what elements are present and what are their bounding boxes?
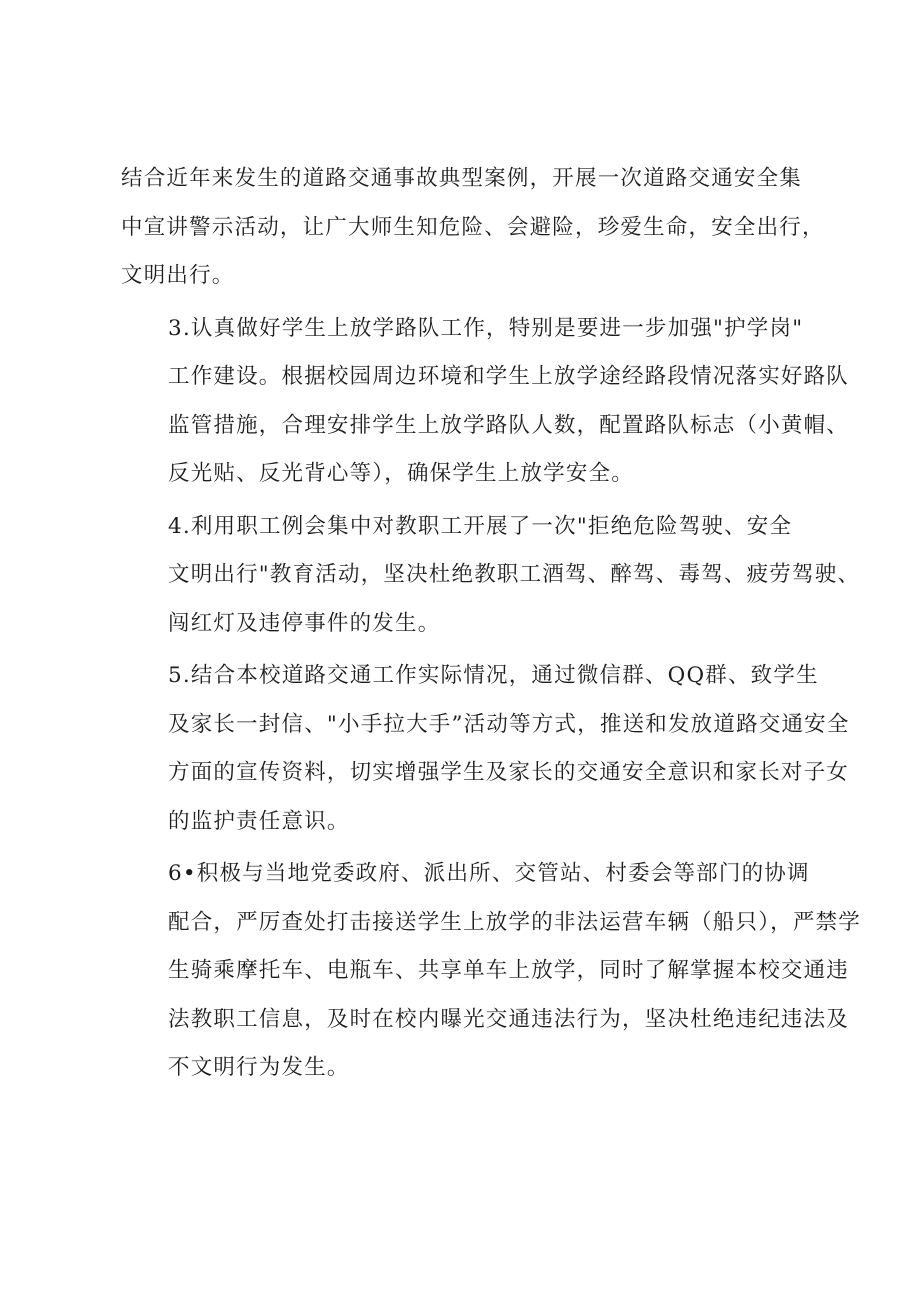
- document-body: [121, 155, 861, 1097]
- text-line: 4.利用职工例会集中对教职工开展了一次"拒绝危险驾驶、安全: [168, 513, 793, 539]
- text-line: 3.认真做好学生上放学路队工作，特别是要进一步加强"护学岗": [168, 315, 804, 341]
- text-line: 反光贴、反光背心等），确保学生上放学安全。: [168, 461, 634, 486]
- text-line: 中宣讲警示活动，让广大师生知危险、会避险，珍爱生命，安全出行，: [121, 214, 825, 240]
- text-line: 配合，严厉查处打击接送学生上放学的非法运营车辆（船只），严禁学: [168, 909, 861, 935]
- text-line: 方面的宣传资料，切实增强学生及家长的交通安全意识和家长对子女: [168, 760, 850, 785]
- text-line: 的监护责任意识。: [168, 808, 350, 834]
- text-line: 5.结合本校道路交通工作实际情况，通过微信群、QQ群、致学生: [168, 663, 819, 688]
- text-line: 监管措施，合理安排学生上放学路队人数，配置路队标志（小黄帽、: [168, 412, 850, 438]
- text-line: 不文明行为发生。: [168, 1055, 350, 1080]
- text-line: 法教职工信息，及时在校内曝光交通违法行为，坚决杜绝违纪违法及: [168, 1006, 850, 1032]
- text-line: 结合近年来发生的道路交通事故典型案例，开展一次道路交通安全集: [121, 166, 803, 191]
- text-line: 文明出行"教育活动，坚决杜绝教职工酒驾、醉驾、毒驾、疲劳驾驶、: [168, 562, 861, 587]
- text-line: 工作建设。根据校园周边环境和学生上放学途经路段情况落实好路队: [168, 364, 850, 389]
- text-line: 生骑乘摩托车、电瓶车、共享单车上放学，同时了解掌握本校交通违: [168, 958, 850, 983]
- text-line: 及家长一封信、"小手拉大手”活动等方式，推送和发放道路交通安全: [168, 711, 850, 737]
- text-line: 6•积极与当地党委政府、派出所、交管站、村委会等部门的协调: [168, 861, 810, 886]
- paragraph-item-3: [121, 305, 850, 499]
- text-line: 文明出行。: [121, 263, 235, 288]
- text-line: 闯红灯及违停事件的发生。: [168, 610, 441, 636]
- paragraph-item-6: [121, 850, 861, 1093]
- paragraph-case-study-publicity: [121, 155, 831, 301]
- paragraph-item-4: [121, 503, 861, 649]
- paragraph-item-5: [121, 652, 850, 846]
